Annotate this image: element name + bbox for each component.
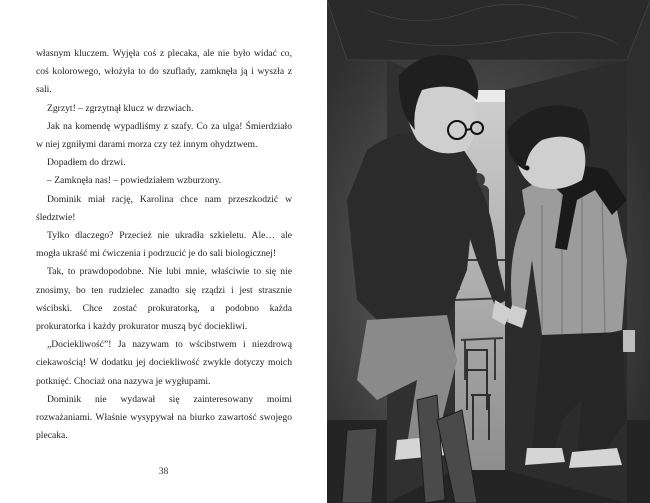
paragraph: Dopadłem do drzwi. <box>47 157 126 169</box>
paragraph: – Zamknęła nas! – powiedziałem wzburzony. <box>47 175 222 187</box>
paragraph: własnym kluczem. Wyjęła coś z plecaka, ale nie było widać co, coś kolorowego, włożyła to do szuflady, zamknęła ją i wyszła z sali. <box>36 48 292 96</box>
illustration-drawing <box>327 0 650 503</box>
phone-icon <box>623 330 635 352</box>
eye-icon <box>525 166 530 171</box>
boy-right-jeans <box>532 332 627 455</box>
paragraph: Dominik nie wydawał się zainteresowany moimi rozważaniami. Właśnie wysypywał na biurko zawartość swojego plecaka. <box>36 393 292 442</box>
page-number: 38 <box>158 466 169 477</box>
paragraph: „Dociekliwość”! Ja nazywam to wścibstwem i niezdrową ciekawością! W dodatku jej dociekliwość zwykle dotyczy moich potknięć. Chociaż ona nazywa je wygłupami. <box>36 339 292 387</box>
paragraph: Zgrzyt! – zgrzytnął klucz w drzwiach. <box>47 102 194 114</box>
paragraph: Dominik miał rację, Karolina chce nam przeszkodzić w śledztwie! <box>36 193 292 223</box>
closet-ceiling <box>327 0 650 60</box>
paragraph: Tak, to prawdopodobne. Nie lubi mnie, właściwie to się nie znosimy, bo ten rudzielec zanadto się rządzi i jest strasznie wścibski. Chce zostać prokuratorką, a podobno każda prokuratorka i każdy prokurator muszą być dociekliwi. <box>36 266 292 333</box>
paragraph: Tylko dlaczego? Przecież nie ukradła szkieletu. Ale… ale mogła ukraść mi ćwiczenia i podrzucić je do sali biologicznej! <box>36 230 292 260</box>
illustration <box>327 0 650 503</box>
body-text <box>36 45 292 445</box>
paragraph: Jak na komendę wypadliśmy z szafy. Co za ulga! Śmierdziało w niej zgniłymi darami morza czy też innym ohydztwem. <box>36 120 292 151</box>
